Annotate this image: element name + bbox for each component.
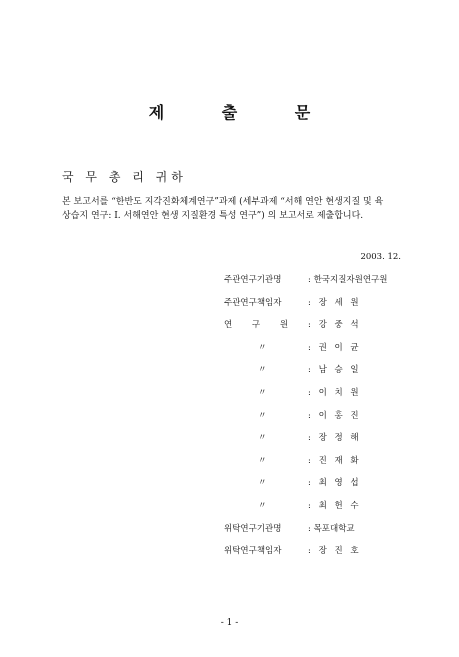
roster-role: 〃 (258, 365, 267, 376)
roster-role: 〃 (258, 455, 267, 466)
submission-date: 2003. 12. (360, 252, 401, 262)
roster-row (0, 408, 459, 422)
roster-name: : 이 홍 진 (308, 410, 362, 421)
roster-name: : 최 헌 수 (308, 501, 362, 511)
roster-name: : 남 승 일 (308, 365, 362, 376)
submission-paragraph (62, 195, 402, 223)
roster-role: 〃 (258, 501, 267, 511)
roster-name: : 최 영 섭 (308, 478, 362, 489)
roster-role: 위탁연구기관명 (224, 523, 282, 534)
document-title: 제 출 문 (148, 103, 337, 122)
roster-name: : 장 세 원 (308, 297, 362, 308)
roster-name: : 목포대학교 (308, 523, 355, 534)
roster-row (0, 340, 459, 354)
roster-row (0, 543, 459, 557)
roster-row (0, 475, 459, 489)
roster-row (0, 453, 459, 467)
roster-role: 〃 (258, 478, 267, 489)
paragraph-line: 본 보고서를 “한반도 지각진화체계연구”과제 (세부과제 “서해 연안 현생지질 및 육 (62, 197, 384, 207)
roster-role: 주관연구책임자 (224, 297, 282, 308)
roster-row (0, 498, 459, 512)
roster-role: 〃 (258, 410, 267, 421)
roster-name: : 장 정 해 (308, 433, 362, 444)
recipient-line: 국 무 총 리 귀하 (62, 170, 187, 184)
roster-name: : 이 치 원 (308, 388, 362, 398)
roster-name: : 강 중 석 (308, 320, 362, 331)
roster-row (0, 430, 459, 444)
roster-name: : 진 재 화 (308, 455, 362, 466)
roster-row (0, 317, 459, 331)
roster-row (0, 272, 459, 286)
paragraph-line: 상습지 연구: Ⅰ. 서해연안 현생 지질환경 특성 연구”) 의 보고서로 제출합니다. (62, 211, 364, 221)
roster-role: 위탁연구책임자 (224, 546, 282, 557)
page-number: - 1 - (220, 618, 239, 628)
roster-role: 주관연구기관명 (224, 275, 282, 285)
roster-name: : 장 진 호 (308, 546, 362, 557)
roster-row (0, 521, 459, 535)
roster-row (0, 362, 459, 376)
roster-role: 연 구 원 (224, 320, 297, 331)
roster-name: : 권 이 균 (308, 342, 362, 353)
roster-row (0, 385, 459, 399)
roster-role: 〃 (258, 342, 267, 353)
roster-name: : 한국지질자원연구원 (308, 275, 388, 285)
roster-row (0, 295, 459, 309)
roster-role: 〃 (258, 388, 267, 398)
roster-role: 〃 (258, 433, 267, 444)
